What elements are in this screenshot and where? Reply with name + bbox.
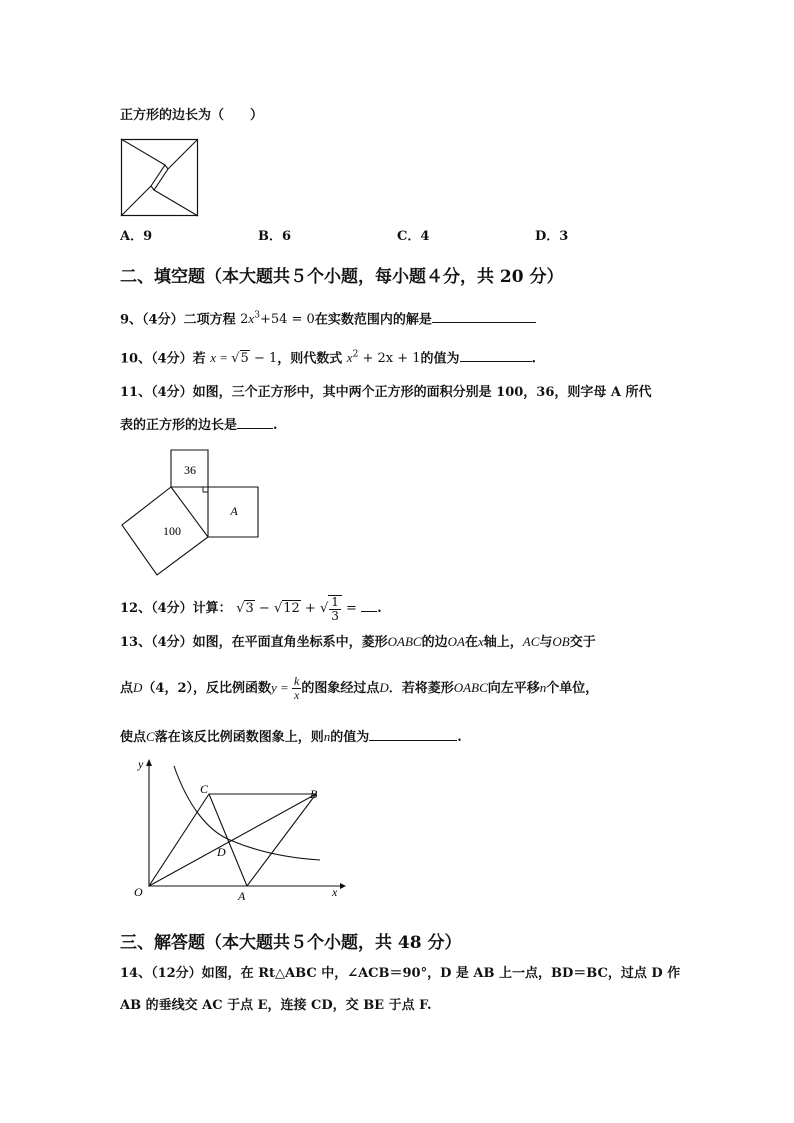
q13-n: n bbox=[539, 680, 547, 695]
q13-label-d: D bbox=[217, 845, 226, 859]
q13-k: k bbox=[294, 674, 300, 688]
q12-frac bbox=[328, 595, 342, 623]
q13-oabc2: OABC bbox=[453, 680, 488, 695]
q13-x2: x bbox=[294, 688, 300, 702]
q13-l2f: 个单位， bbox=[546, 681, 599, 696]
q10 bbox=[120, 346, 536, 368]
q11-line2 bbox=[120, 416, 278, 435]
q12-eq: = bbox=[341, 601, 362, 616]
q13-ob: OB bbox=[552, 634, 570, 649]
q13-n2: n bbox=[323, 729, 331, 744]
q12-plus: + bbox=[300, 601, 320, 616]
q11-label-a: A bbox=[230, 504, 238, 518]
q13-ac: AC bbox=[522, 634, 540, 649]
q10-text2: ，则代数式 bbox=[277, 351, 343, 367]
q13-end: . bbox=[457, 730, 462, 745]
q9-eq-rest: +54 = 0 bbox=[259, 312, 315, 328]
q9-num: 9、（4分） bbox=[120, 312, 184, 328]
q10-radicand: 5 bbox=[240, 351, 249, 367]
q10-answer-blank[interactable] bbox=[460, 349, 532, 362]
q9-equation bbox=[240, 312, 315, 327]
q8-option-b: B．6 bbox=[258, 229, 292, 244]
q13-answer-blank[interactable] bbox=[369, 728, 457, 741]
q10-text1: 若 bbox=[192, 351, 206, 367]
q8-option-c: C．4 bbox=[397, 229, 430, 244]
q10-end: . bbox=[531, 351, 537, 367]
q13-l1a: 13、（4分）如图，在平面直角坐标系中，菱形 bbox=[120, 635, 388, 650]
q13-l1d: 轴上， bbox=[483, 635, 523, 650]
q9-eq-coef: 2 bbox=[240, 312, 249, 328]
q12-answer-blank[interactable] bbox=[361, 599, 377, 612]
q13-l3b: 落在该反比例函数图象上，则 bbox=[154, 730, 324, 745]
q13-oa: OA bbox=[447, 634, 465, 649]
q12-r1: 3 bbox=[245, 601, 254, 616]
q11-line1: 11、（4分）如图，三个正方形中，其中两个正方形的面积分别是 100，36，则字母 A 所代 bbox=[120, 385, 652, 400]
q13-l3c: 的值为 bbox=[330, 730, 370, 745]
q13-d: D bbox=[133, 680, 143, 695]
q13-l3a: 使点 bbox=[120, 730, 147, 745]
q13-label-a: A bbox=[238, 889, 246, 903]
section2-title: 二、填空题（本大题共５个小题，每小题４分，共 20 分） bbox=[120, 267, 564, 287]
q12-frac-den: 3 bbox=[331, 608, 339, 623]
q10-poly-exp: 2 bbox=[352, 350, 359, 360]
q13-c: C bbox=[146, 729, 155, 744]
q14-line2: AB 的垂线交 AC 于点 E，连接 CD，交 BE 于点 F. bbox=[120, 998, 432, 1013]
q13-l1f: 交于 bbox=[569, 635, 596, 650]
q8-stem-tail: 正方形的边长为（ ） bbox=[120, 108, 264, 123]
q10-minus-one: − 1 bbox=[249, 351, 278, 367]
q13-xv: x bbox=[477, 634, 484, 649]
q11-line2-text: 表的正方形的边长是 bbox=[120, 418, 238, 433]
q10-poly-rest: + 2x + 1 bbox=[358, 351, 421, 367]
q14-line1: 14、（12分）如图，在 Rt△ABC 中，∠ACB＝90°，D 是 AB 上一点，BD＝BC，过点 D 作 bbox=[120, 966, 681, 981]
q12-num: 12、（4分） bbox=[120, 601, 193, 616]
q10-num: 10、（4分） bbox=[120, 351, 193, 367]
q13-l2d: ．若将菱形 bbox=[388, 681, 454, 696]
q11-figure bbox=[120, 449, 262, 577]
q12-end: . bbox=[377, 601, 382, 616]
q12-frac-num: 1 bbox=[331, 594, 339, 609]
q9-eq-exp: 3 bbox=[254, 311, 260, 321]
q13-figure bbox=[118, 756, 348, 906]
q8-option-d: D．3 bbox=[535, 229, 569, 244]
q9-text2: 在实数范围内的解是 bbox=[314, 312, 432, 328]
q11-answer-blank[interactable] bbox=[237, 416, 273, 429]
q9 bbox=[120, 307, 536, 329]
q13-label-o: O bbox=[134, 885, 143, 899]
q12 bbox=[120, 594, 382, 624]
q11-end: . bbox=[273, 418, 278, 433]
q9-eq-var: x bbox=[248, 311, 255, 327]
q8-option-a: A．9 bbox=[120, 229, 153, 244]
q13-axis-x-label: x bbox=[332, 885, 338, 899]
q10-x-eq: x = bbox=[210, 350, 232, 366]
q12-text1: 计算： bbox=[192, 601, 232, 616]
q13-yeq: y = bbox=[271, 680, 293, 695]
q13-label-c: C bbox=[200, 782, 209, 796]
q11-label-36: 36 bbox=[184, 463, 196, 477]
q13-l2e: 向左平移 bbox=[487, 681, 540, 696]
q12-r2: 12 bbox=[283, 601, 300, 616]
q13-l1b: 的边 bbox=[421, 635, 448, 650]
q12-expr: √3 − √12 + √ $\frac{1}{3}$ = bbox=[236, 594, 362, 623]
q13-kx-frac bbox=[292, 675, 301, 702]
q13-line1 bbox=[120, 633, 596, 652]
q13-l2a: 点 bbox=[120, 681, 134, 696]
q13-line3 bbox=[120, 728, 462, 747]
q10-text3: 的值为 bbox=[420, 351, 460, 367]
q10-x-expr: x = √5 − 1 bbox=[210, 350, 278, 367]
q12-minus: − bbox=[254, 601, 274, 616]
q9-text1: 二项方程 bbox=[183, 312, 236, 328]
q11-label-100: 100 bbox=[163, 524, 181, 538]
q13-l2b: （4，2），反比例函数 bbox=[142, 681, 271, 696]
q8-figure bbox=[121, 139, 199, 217]
section3-title: 三、解答题（本大题共５个小题，共 48 分） bbox=[120, 933, 462, 953]
q10-poly-x: x bbox=[346, 350, 353, 366]
q13-label-b: B bbox=[310, 787, 318, 801]
q13-line2 bbox=[120, 671, 598, 705]
q13-d2: D bbox=[379, 680, 389, 695]
q13-axis-y-label: y bbox=[138, 757, 144, 771]
q13-l1e: 与 bbox=[539, 635, 553, 650]
q13-l2c: 的图象经过点 bbox=[301, 681, 380, 696]
q13-l1c: 在 bbox=[464, 635, 478, 650]
q10-poly bbox=[347, 351, 421, 366]
q13-oabc: OABC bbox=[387, 634, 422, 649]
q9-answer-blank[interactable] bbox=[432, 310, 536, 323]
